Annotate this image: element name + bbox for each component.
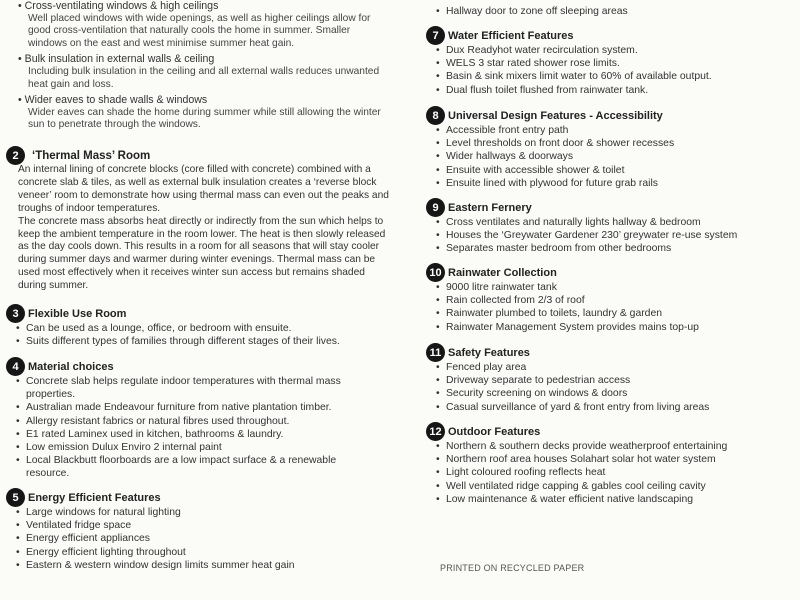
list-item: • Allergy resistant fabrics or natural fibres used throughout. [16, 415, 381, 428]
bullet-list [436, 440, 727, 506]
section-title: Eastern Fernery [448, 202, 532, 214]
list-item: • Ensuite with accessible shower & toilet [436, 164, 674, 177]
list-item: • Rainwater Management System provides mains top-up [436, 321, 699, 334]
list-item: • Dual flush toilet flushed from rainwater tank. [436, 84, 712, 97]
item-title: Wider eaves to shade walls & windows [24, 94, 208, 107]
list-item: • Security screening on windows & doors [436, 387, 709, 400]
section-number-badge: 11 [426, 343, 445, 362]
list-item: • Basin & sink mixers limit water to 60% of available output. [436, 70, 712, 83]
list-item: • Australian made Endeavour furniture from native plantation timber. [16, 401, 381, 414]
list-item: • Bulk insulation in external walls & ceiling Including bulk insulation in the ceiling and all external walls reduces unwanted heat gain and loss. [18, 53, 388, 91]
item-title: Bulk insulation in external walls & ceiling [24, 53, 215, 66]
section-number-badge: 7 [426, 26, 445, 45]
section-number-badge: 12 [426, 422, 445, 441]
list-item: • Dux Readyhot water recirculation system. [436, 44, 712, 57]
item-description: Wider eaves can shade the home during summer while still allowing the winter sun to penetrate through the windows. [28, 106, 381, 131]
list-item: • Driveway separate to pedestrian access [436, 374, 709, 387]
list-item: • Casual surveillance of yard & front entry from living areas [436, 401, 709, 414]
section-paragraph: An internal lining of concrete blocks (core filled with concrete) combined with a concrete slab & tiles, as well as external bulk insulation creates a ‘reverse block veneer’ room to demonstrate how using thermal mass can even out the peaks and troughs of indoor temperatures. [18, 164, 389, 214]
section-number-badge: 10 [426, 263, 445, 282]
bullet-list [436, 216, 737, 256]
section-paragraph: The concrete mass absorbs heat directly or indirectly from the sun which helps to keep the ambient temperature in the room lower. The heat is then slowly released as the day cools down. This results in a room for all seasons that will stay cooler during summer days and warmer during winter evenings. Thermal mass can be used most effectively when it receives winter sun access but remains shaded during summer. [18, 215, 386, 292]
bullet-list [16, 375, 381, 481]
section-title: Rainwater Collection [448, 267, 557, 279]
list-item: • Rain collected from 2/3 of roof [436, 294, 699, 307]
list-item: • Separates master bedroom from other bedrooms [436, 242, 737, 255]
list-item: • Can be used as a lounge, office, or bedroom with ensuite. [16, 322, 340, 335]
list-item: • Wider eaves to shade walls & windows Wider eaves can shade the home during summer while still allowing the winter sun to penetrate through the windows. [18, 94, 388, 132]
section-number-badge: 9 [426, 198, 445, 217]
item-description: Well placed windows with wide openings, as well as higher ceilings allow for good cross-ventilation that naturally cools the home in summer. Smaller windows on the east and west minimise summer heat gain. [28, 12, 371, 49]
item-description: Including bulk insulation in the ceiling and all external walls reduces unwanted heat gain and loss. [28, 65, 380, 90]
bullet-list [436, 124, 674, 190]
list-item: • Local Blackbutt floorboards are a low impact surface & a renewable resource. [16, 454, 381, 480]
bullet-list [436, 5, 628, 18]
list-item: • Rainwater plumbed to toilets, laundry & garden [436, 307, 699, 320]
list-item: • Wider hallways & doorways [436, 150, 674, 163]
section-title: Outdoor Features [448, 426, 541, 438]
bullet-list [436, 281, 699, 334]
list-item: • Eastern & western window design limits summer heat gain [16, 559, 295, 572]
section-title: Safety Features [448, 347, 530, 359]
list-item: • Energy efficient appliances [16, 532, 295, 545]
list-item: • Light coloured roofing reflects heat [436, 466, 727, 479]
list-item: • WELS 3 star rated shower rose limits. [436, 57, 712, 70]
bullet-list [436, 44, 712, 97]
bullet-list [436, 361, 709, 414]
section-title: Flexible Use Room [28, 308, 127, 320]
section-number-badge: 3 [6, 304, 25, 323]
list-item: • Ensuite lined with plywood for future grab rails [436, 177, 674, 190]
top-feature-list [18, 0, 388, 135]
list-item: • Hallway door to zone off sleeping areas [436, 5, 628, 18]
list-item: • Ventilated fridge space [16, 519, 295, 532]
list-item: • Well ventilated ridge capping & gables cool ceiling cavity [436, 480, 727, 493]
list-item: • Fenced play area [436, 361, 709, 374]
section-number-badge: 4 [6, 357, 25, 376]
list-item: • Concrete slab helps regulate indoor temperatures with thermal mass properties. [16, 375, 381, 401]
list-item: • Level thresholds on front door & shower recesses [436, 137, 674, 150]
list-item: • Low maintenance & water efficient native landscaping [436, 493, 727, 506]
list-item: • Accessible front entry path [436, 124, 674, 137]
section-number-badge: 5 [6, 488, 25, 507]
bullet-list [16, 322, 340, 348]
section-title: Universal Design Features - Accessibility [448, 110, 663, 122]
list-item: • Houses the ‘Greywater Gardener 230’ greywater re-use system [436, 229, 737, 242]
list-item: • E1 rated Laminex used in kitchen, bathrooms & laundry. [16, 428, 381, 441]
list-item: • Northern & southern decks provide weatherproof entertaining [436, 440, 727, 453]
section-title: Water Efficient Features [448, 30, 574, 42]
printed-on-recycled-paper-note: PRINTED ON RECYCLED PAPER [440, 563, 585, 573]
bullet-list [16, 506, 295, 572]
section-title: Material choices [28, 361, 114, 373]
list-item: • Energy efficient lighting throughout [16, 546, 295, 559]
section-title: ‘Thermal Mass’ Room [32, 150, 151, 162]
list-item: • Cross ventilates and naturally lights hallway & bedroom [436, 216, 737, 229]
list-item: • Large windows for natural lighting [16, 506, 295, 519]
list-item: • Cross-ventilating windows & high ceilings Well placed windows with wide openings, as well as higher ceilings allow for good cross-ventilation that naturally cools the home in summer. Smaller windows on the east and west minimise summer heat gain. [18, 0, 388, 50]
section-title: Energy Efficient Features [28, 492, 161, 504]
list-item: • Suits different types of families through different stages of their lives. [16, 335, 340, 348]
list-item: • Low emission Dulux Enviro 2 internal paint [16, 441, 381, 454]
list-item: • 9000 litre rainwater tank [436, 281, 699, 294]
list-item: • Northern roof area houses Solahart solar hot water system [436, 453, 727, 466]
section-number-badge: 2 [6, 146, 25, 165]
section-number-badge: 8 [426, 106, 445, 125]
item-title: Cross-ventilating windows & high ceilings [24, 0, 219, 12]
